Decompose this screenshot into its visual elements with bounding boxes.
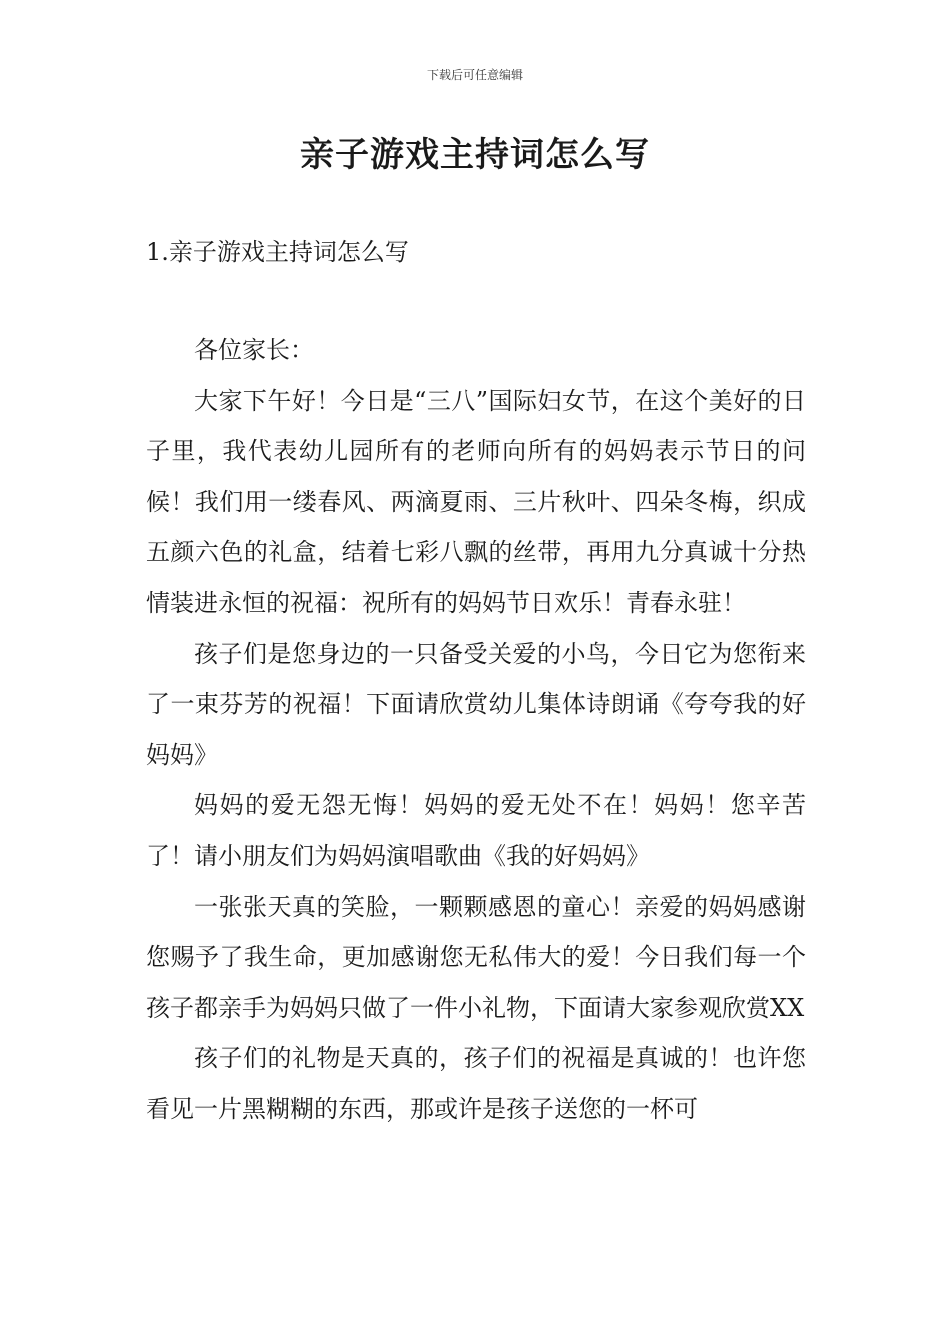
header-note: 下载后可任意编辑 [426, 68, 523, 82]
paragraph-greeting: 各位家长： [194, 336, 314, 364]
paragraph: 妈妈的爱无怨无悔！妈妈的爱无处不在！妈妈！您辛苦了！请小朋友们为妈妈演唱歌曲《我的好妈妈》 [146, 791, 806, 870]
document-body [146, 325, 806, 1135]
document-title: 亲子游戏主持词怎么写 [300, 135, 650, 175]
paragraph: 一张张天真的笑脸，一颗颗感恩的童心！亲爱的妈妈感谢您赐予了我生命，更加感谢您无私伟大的爱！今日我们每一个孩子都亲手为妈妈只做了一件小礼物，下面请大家参观欣赏XX [146, 892, 806, 1022]
section-heading: 1.亲子游戏主持词怎么写 [146, 238, 409, 266]
paragraph: 孩子们是您身边的一只备受关爱的小鸟，今日它为您衔来了一束芬芳的祝福！下面请欣赏幼儿集体诗朗诵《夸夸我的好妈妈》 [146, 639, 806, 769]
paragraph: 大家下午好！今日是“三八”国际妇女节，在这个美好的日子里，我代表幼儿园所有的老师向所有的妈妈表示节日的问候！我们用一缕春风、两滴夏雨、三片秋叶、四朵冬梅，织成五颜六色的礼盒，结着七彩八飘的丝带，再用九分真诚十分热情装进永恒的祝福：祝所有的妈妈节日欢乐！青春永驻！ [146, 386, 806, 617]
paragraph: 孩子们的礼物是天真的，孩子们的祝福是真诚的！也许您看见一片黑糊糊的东西，那或许是孩子送您的一杯可 [146, 1044, 806, 1123]
